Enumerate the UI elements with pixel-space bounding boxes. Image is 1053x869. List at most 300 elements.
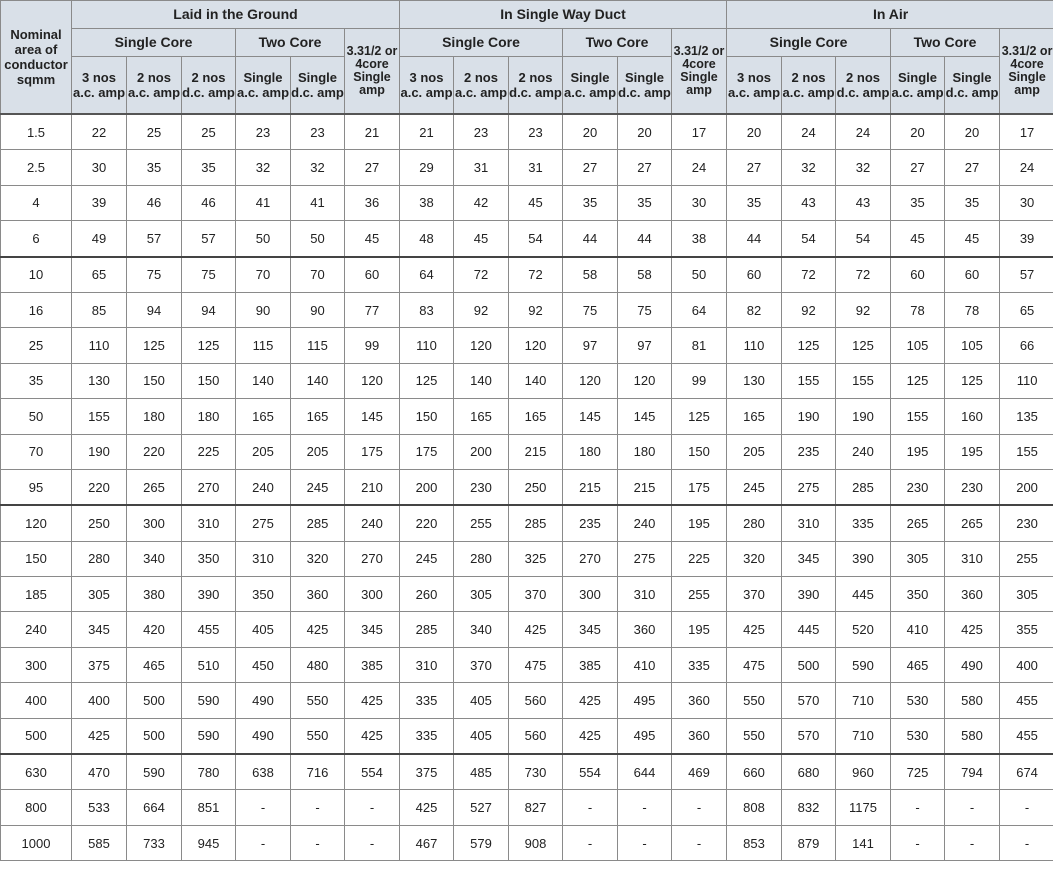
ampacity-cell: 205 xyxy=(727,434,782,469)
ampacity-cell: 585 xyxy=(72,825,127,860)
ampacity-cell: 350 xyxy=(236,577,291,612)
ampacity-cell: 300 xyxy=(127,505,182,541)
nominal-area-header: Nominal area of conductor sqmm xyxy=(1,1,72,115)
conductor-area-cell: 70 xyxy=(1,434,72,469)
ampacity-cell: 710 xyxy=(836,718,891,754)
ampacity-cell: 832 xyxy=(782,790,836,825)
ampacity-cell: 285 xyxy=(509,505,563,541)
conductor-area-cell: 95 xyxy=(1,469,72,505)
ampacity-cell: 230 xyxy=(1000,505,1053,541)
ampacity-cell: 305 xyxy=(72,577,127,612)
ampacity-cell: 270 xyxy=(345,541,400,576)
ampacity-cell: 590 xyxy=(182,683,236,718)
conductor-area-cell: 1.5 xyxy=(1,114,72,150)
ampacity-cell: 150 xyxy=(672,434,727,469)
ampacity-cell: 400 xyxy=(1000,647,1053,682)
ampacity-cell: 230 xyxy=(891,469,945,505)
ampacity-cell: 125 xyxy=(672,399,727,434)
table-row xyxy=(1,150,1053,185)
ampacity-cell: 305 xyxy=(891,541,945,576)
ampacity-cell: - xyxy=(345,790,400,825)
conductor-area-cell: 4 xyxy=(1,185,72,220)
ampacity-cell: 495 xyxy=(618,683,672,718)
ampacity-cell: 305 xyxy=(1000,577,1053,612)
ampacity-cell: 455 xyxy=(1000,718,1053,754)
ampacity-cell: 145 xyxy=(345,399,400,434)
ampacity-cell: 520 xyxy=(836,612,891,647)
ampacity-cell: 355 xyxy=(1000,612,1053,647)
ampacity-cell: 410 xyxy=(618,647,672,682)
ampacity-cell: 165 xyxy=(291,399,345,434)
ampacity-cell: 45 xyxy=(454,221,509,257)
ampacity-cell: 150 xyxy=(127,363,182,398)
ampacity-cell: 780 xyxy=(182,754,236,790)
ampacity-cell: 27 xyxy=(891,150,945,185)
table-row xyxy=(1,363,1053,398)
ampacity-cell: 54 xyxy=(836,221,891,257)
conductor-area-cell: 150 xyxy=(1,541,72,576)
header-group-row xyxy=(1,1,1053,29)
ampacity-cell: 24 xyxy=(1000,150,1053,185)
subgroup-header-single-core: Single Core xyxy=(72,29,236,57)
ampacity-cell: 335 xyxy=(672,647,727,682)
ampacity-cell: 560 xyxy=(509,683,563,718)
ampacity-cell: 64 xyxy=(672,292,727,327)
table-row xyxy=(1,577,1053,612)
ampacity-cell: 733 xyxy=(127,825,182,860)
ampacity-cell: 375 xyxy=(400,754,454,790)
ampacity-cell: 155 xyxy=(1000,434,1053,469)
ampacity-cell: 285 xyxy=(400,612,454,647)
ampacity-cell: 410 xyxy=(891,612,945,647)
ampacity-cell: 115 xyxy=(291,328,345,363)
ampacity-cell: 350 xyxy=(182,541,236,576)
ampacity-cell: 245 xyxy=(727,469,782,505)
ampacity-cell: - xyxy=(945,825,1000,860)
ampacity-cell: 205 xyxy=(236,434,291,469)
ampacity-cell: 255 xyxy=(454,505,509,541)
ampacity-cell: 360 xyxy=(672,683,727,718)
table-row xyxy=(1,718,1053,754)
group-header-duct: In Single Way Duct xyxy=(400,1,727,29)
ampacity-cell: 340 xyxy=(127,541,182,576)
ampacity-cell: 490 xyxy=(236,718,291,754)
ampacity-cell: 400 xyxy=(72,683,127,718)
table-row xyxy=(1,221,1053,257)
column-header: 2 nos a.c. amp xyxy=(127,57,182,115)
conductor-area-cell: 120 xyxy=(1,505,72,541)
ampacity-cell: 23 xyxy=(291,114,345,150)
ampacity-cell: 310 xyxy=(945,541,1000,576)
ampacity-cell: 590 xyxy=(127,754,182,790)
ampacity-cell: 465 xyxy=(127,647,182,682)
ampacity-cell: 500 xyxy=(782,647,836,682)
column-header: 2 nos a.c. amp xyxy=(782,57,836,115)
ampacity-cell: 20 xyxy=(563,114,618,150)
ampacity-cell: 20 xyxy=(945,114,1000,150)
column-header: Single d.c. amp xyxy=(618,57,672,115)
ampacity-cell: 35 xyxy=(563,185,618,220)
ampacity-cell: 145 xyxy=(618,399,672,434)
ampacity-cell: 60 xyxy=(727,257,782,293)
ampacity-cell: 31 xyxy=(454,150,509,185)
column-header: Single a.c. amp xyxy=(891,57,945,115)
ampacity-cell: 710 xyxy=(836,683,891,718)
ampacity-cell: 560 xyxy=(509,718,563,754)
ampacity-cell: 35 xyxy=(182,150,236,185)
ampacity-cell: 32 xyxy=(236,150,291,185)
ampacity-cell: 335 xyxy=(400,718,454,754)
ampacity-cell: 99 xyxy=(672,363,727,398)
ampacity-cell: 325 xyxy=(509,541,563,576)
ampacity-cell: 110 xyxy=(1000,363,1053,398)
ampacity-cell: 30 xyxy=(72,150,127,185)
ampacity-cell: 225 xyxy=(182,434,236,469)
ampacity-cell: 46 xyxy=(127,185,182,220)
ampacity-cell: 270 xyxy=(182,469,236,505)
ampacity-cell: 680 xyxy=(782,754,836,790)
subgroup-header-multicore: 3.31/2 or 4core Single amp xyxy=(1000,29,1053,115)
ampacity-cell: 220 xyxy=(400,505,454,541)
conductor-area-cell: 35 xyxy=(1,363,72,398)
ampacity-cell: - xyxy=(672,825,727,860)
ampacity-cell: 275 xyxy=(236,505,291,541)
ampacity-cell: 360 xyxy=(291,577,345,612)
ampacity-cell: 794 xyxy=(945,754,1000,790)
ampacity-cell: 450 xyxy=(236,647,291,682)
ampacity-cell: 141 xyxy=(836,825,891,860)
ampacity-cell: 853 xyxy=(727,825,782,860)
ampacity-cell: 35 xyxy=(618,185,672,220)
ampacity-cell: 38 xyxy=(400,185,454,220)
subgroup-header-multicore: 3.31/2 or 4core Single amp xyxy=(672,29,727,115)
ampacity-cell: 390 xyxy=(836,541,891,576)
ampacity-cell: 78 xyxy=(891,292,945,327)
ampacity-cell: 510 xyxy=(182,647,236,682)
ampacity-cell: 21 xyxy=(400,114,454,150)
ampacity-cell: 57 xyxy=(182,221,236,257)
ampacity-cell: 360 xyxy=(672,718,727,754)
ampacity-cell: 23 xyxy=(509,114,563,150)
table-row xyxy=(1,469,1053,505)
subgroup-header-multicore: 3.31/2 or 4core Single amp xyxy=(345,29,400,115)
ampacity-cell: 44 xyxy=(727,221,782,257)
ampacity-cell: 305 xyxy=(454,577,509,612)
ampacity-cell: 425 xyxy=(400,790,454,825)
column-header: 2 nos d.c. amp xyxy=(509,57,563,115)
ampacity-cell: 240 xyxy=(345,505,400,541)
ampacity-cell: 140 xyxy=(454,363,509,398)
table-row xyxy=(1,328,1053,363)
ampacity-cell: 310 xyxy=(182,505,236,541)
ampacity-cell: 32 xyxy=(782,150,836,185)
ampacity-cell: 125 xyxy=(836,328,891,363)
ampacity-cell: 165 xyxy=(509,399,563,434)
ampacity-cell: 385 xyxy=(563,647,618,682)
ampacity-cell: 155 xyxy=(72,399,127,434)
ampacity-cell: 175 xyxy=(672,469,727,505)
ampacity-cell: 83 xyxy=(400,292,454,327)
ampacity-cell: 245 xyxy=(291,469,345,505)
ampacity-cell: 31 xyxy=(509,150,563,185)
ampacity-cell: 335 xyxy=(836,505,891,541)
conductor-area-cell: 800 xyxy=(1,790,72,825)
ampacity-cell: 960 xyxy=(836,754,891,790)
conductor-area-cell: 2.5 xyxy=(1,150,72,185)
ampacity-cell: 72 xyxy=(782,257,836,293)
ampacity-cell: 125 xyxy=(182,328,236,363)
ampacity-cell: 155 xyxy=(891,399,945,434)
ampacity-cell: 405 xyxy=(454,718,509,754)
ampacity-cell: 35 xyxy=(727,185,782,220)
ampacity-cell: 425 xyxy=(345,683,400,718)
ampacity-cell: 300 xyxy=(563,577,618,612)
ampacity-cell: 851 xyxy=(182,790,236,825)
ampacity-cell: 81 xyxy=(672,328,727,363)
subgroup-header-single-core: Single Core xyxy=(727,29,891,57)
ampacity-cell: 120 xyxy=(454,328,509,363)
ampacity-cell: - xyxy=(891,790,945,825)
ampacity-cell: 265 xyxy=(891,505,945,541)
ampacity-cell: 20 xyxy=(891,114,945,150)
ampacity-cell: 20 xyxy=(727,114,782,150)
ampacity-cell: 285 xyxy=(836,469,891,505)
ampacity-cell: 92 xyxy=(836,292,891,327)
ampacity-cell: 425 xyxy=(945,612,1000,647)
ampacity-cell: 190 xyxy=(72,434,127,469)
ampacity-cell: 385 xyxy=(345,647,400,682)
ampacity-cell: 425 xyxy=(563,683,618,718)
ampacity-cell: 125 xyxy=(127,328,182,363)
ampacity-cell: - xyxy=(291,790,345,825)
ampacity-cell: 77 xyxy=(345,292,400,327)
ampacity-cell: 425 xyxy=(563,718,618,754)
ampacity-cell: 530 xyxy=(891,683,945,718)
conductor-area-cell: 500 xyxy=(1,718,72,754)
ampacity-cell: 335 xyxy=(400,683,454,718)
ampacity-cell: 270 xyxy=(563,541,618,576)
ampacity-cell: 75 xyxy=(182,257,236,293)
ampacity-cell: 390 xyxy=(782,577,836,612)
conductor-area-cell: 240 xyxy=(1,612,72,647)
ampacity-cell: 24 xyxy=(672,150,727,185)
table-row xyxy=(1,647,1053,682)
ampacity-cell: 469 xyxy=(672,754,727,790)
ampacity-cell: 160 xyxy=(945,399,1000,434)
ampacity-cell: 455 xyxy=(182,612,236,647)
ampacity-cell: 70 xyxy=(291,257,345,293)
conductor-area-cell: 16 xyxy=(1,292,72,327)
ampacity-cell: 21 xyxy=(345,114,400,150)
table-row xyxy=(1,114,1053,150)
conductor-area-cell: 185 xyxy=(1,577,72,612)
ampacity-cell: 215 xyxy=(618,469,672,505)
table-row xyxy=(1,292,1053,327)
ampacity-cell: 475 xyxy=(727,647,782,682)
ampacity-cell: 240 xyxy=(618,505,672,541)
ampacity-cell: 195 xyxy=(891,434,945,469)
table-row xyxy=(1,612,1053,647)
ampacity-cell: 425 xyxy=(291,612,345,647)
ampacity-cell: 57 xyxy=(127,221,182,257)
ampacity-cell: 27 xyxy=(563,150,618,185)
table-row xyxy=(1,257,1053,293)
ampacity-cell: 590 xyxy=(836,647,891,682)
ampacity-cell: 200 xyxy=(1000,469,1053,505)
ampacity-cell: 485 xyxy=(454,754,509,790)
ampacity-cell: 94 xyxy=(182,292,236,327)
ampacity-cell: 550 xyxy=(727,718,782,754)
ampacity-cell: 43 xyxy=(782,185,836,220)
ampacity-cell: 550 xyxy=(727,683,782,718)
ampacity-cell: 280 xyxy=(72,541,127,576)
ampacity-cell: 495 xyxy=(618,718,672,754)
ampacity-cell: 310 xyxy=(618,577,672,612)
ampacity-cell: 50 xyxy=(672,257,727,293)
ampacity-cell: 390 xyxy=(182,577,236,612)
ampacity-cell: 32 xyxy=(291,150,345,185)
column-header: 3 nos a.c. amp xyxy=(400,57,454,115)
ampacity-cell: 480 xyxy=(291,647,345,682)
ampacity-cell: 46 xyxy=(182,185,236,220)
ampacity-cell: 230 xyxy=(454,469,509,505)
ampacity-cell: 195 xyxy=(672,612,727,647)
ampacity-cell: 945 xyxy=(182,825,236,860)
ampacity-cell: 425 xyxy=(72,718,127,754)
ampacity-cell: 310 xyxy=(400,647,454,682)
ampacity-cell: 92 xyxy=(782,292,836,327)
ampacity-cell: 570 xyxy=(782,718,836,754)
ampacity-cell: 44 xyxy=(563,221,618,257)
ampacity-cell: 570 xyxy=(782,683,836,718)
subgroup-header-single-core: Single Core xyxy=(400,29,563,57)
ampacity-cell: 1175 xyxy=(836,790,891,825)
ampacity-cell: 45 xyxy=(891,221,945,257)
ampacity-cell: 39 xyxy=(1000,221,1053,257)
ampacity-cell: 27 xyxy=(945,150,1000,185)
ampacity-cell: 580 xyxy=(945,683,1000,718)
ampacity-cell: 370 xyxy=(509,577,563,612)
ampacity-cell: - xyxy=(236,790,291,825)
ampacity-cell: 370 xyxy=(454,647,509,682)
ampacity-cell: 23 xyxy=(236,114,291,150)
ampacity-cell: 280 xyxy=(454,541,509,576)
ampacity-cell: 180 xyxy=(127,399,182,434)
ampacity-cell: 23 xyxy=(454,114,509,150)
ampacity-cell: 908 xyxy=(509,825,563,860)
conductor-area-cell: 630 xyxy=(1,754,72,790)
ampacity-cell: 66 xyxy=(1000,328,1053,363)
ampacity-cell: - xyxy=(1000,825,1053,860)
conductor-area-cell: 400 xyxy=(1,683,72,718)
ampacity-cell: 27 xyxy=(727,150,782,185)
ampacity-cell: 45 xyxy=(509,185,563,220)
ampacity-cell: 215 xyxy=(509,434,563,469)
ampacity-cell: 60 xyxy=(945,257,1000,293)
ampacity-cell: 190 xyxy=(836,399,891,434)
ampacity-cell: 235 xyxy=(782,434,836,469)
ampacity-cell: 425 xyxy=(345,718,400,754)
ampacity-cell: 465 xyxy=(891,647,945,682)
ampacity-cell: 205 xyxy=(291,434,345,469)
ampacity-cell: - xyxy=(945,790,1000,825)
ampacity-cell: 78 xyxy=(945,292,1000,327)
ampacity-cell: 60 xyxy=(891,257,945,293)
ampacity-cell: 35 xyxy=(891,185,945,220)
ampacity-cell: 405 xyxy=(236,612,291,647)
ampacity-cell: 125 xyxy=(782,328,836,363)
ampacity-cell: 155 xyxy=(836,363,891,398)
ampacity-cell: 190 xyxy=(782,399,836,434)
ampacity-cell: 265 xyxy=(945,505,1000,541)
table-row xyxy=(1,825,1053,860)
ampacity-cell: 140 xyxy=(509,363,563,398)
ampacity-cell: 260 xyxy=(400,577,454,612)
column-header: 2 nos d.c. amp xyxy=(836,57,891,115)
ampacity-cell: 140 xyxy=(291,363,345,398)
ampacity-cell: 115 xyxy=(236,328,291,363)
column-header: 2 nos a.c. amp xyxy=(454,57,509,115)
ampacity-cell: 125 xyxy=(945,363,1000,398)
ampacity-cell: 664 xyxy=(127,790,182,825)
conductor-area-cell: 1000 xyxy=(1,825,72,860)
ampacity-cell: 27 xyxy=(618,150,672,185)
ampacity-cell: 300 xyxy=(345,577,400,612)
ampacity-cell: 165 xyxy=(236,399,291,434)
ampacity-cell: 530 xyxy=(891,718,945,754)
ampacity-cell: 36 xyxy=(345,185,400,220)
ampacity-cell: 275 xyxy=(618,541,672,576)
ampacity-cell: 110 xyxy=(72,328,127,363)
ampacity-cell: 45 xyxy=(345,221,400,257)
ampacity-cell: 120 xyxy=(618,363,672,398)
ampacity-cell: 60 xyxy=(345,257,400,293)
ampacity-cell: 285 xyxy=(291,505,345,541)
ampacity-cell: 22 xyxy=(72,114,127,150)
ampacity-cell: 70 xyxy=(236,257,291,293)
conductor-area-cell: 25 xyxy=(1,328,72,363)
column-header: Single d.c. amp xyxy=(945,57,1000,115)
ampacity-cell: 24 xyxy=(782,114,836,150)
ampacity-cell: 445 xyxy=(782,612,836,647)
ampacity-cell: 42 xyxy=(454,185,509,220)
ampacity-cell: 58 xyxy=(563,257,618,293)
ampacity-cell: 39 xyxy=(72,185,127,220)
ampacity-cell: 135 xyxy=(1000,399,1053,434)
ampacity-cell: - xyxy=(618,790,672,825)
ampacity-cell: 110 xyxy=(727,328,782,363)
ampacity-cell: 50 xyxy=(236,221,291,257)
ampacity-cell: 345 xyxy=(563,612,618,647)
ampacity-cell: 470 xyxy=(72,754,127,790)
ampacity-cell: 150 xyxy=(182,363,236,398)
ampacity-cell: - xyxy=(563,790,618,825)
ampacity-cell: 716 xyxy=(291,754,345,790)
subgroup-header-two-core: Two Core xyxy=(891,29,1000,57)
ampacity-cell: 445 xyxy=(836,577,891,612)
ampacity-cell: - xyxy=(291,825,345,860)
ampacity-cell: 554 xyxy=(563,754,618,790)
ampacity-cell: 120 xyxy=(509,328,563,363)
group-header-air: In Air xyxy=(727,1,1053,29)
group-header-ground: Laid in the Ground xyxy=(72,1,400,29)
table-body xyxy=(1,114,1053,861)
ampacity-cell: 320 xyxy=(727,541,782,576)
column-header: Single d.c. amp xyxy=(291,57,345,115)
conductor-area-cell: 6 xyxy=(1,221,72,257)
table-row xyxy=(1,399,1053,434)
ampacity-cell: 210 xyxy=(345,469,400,505)
